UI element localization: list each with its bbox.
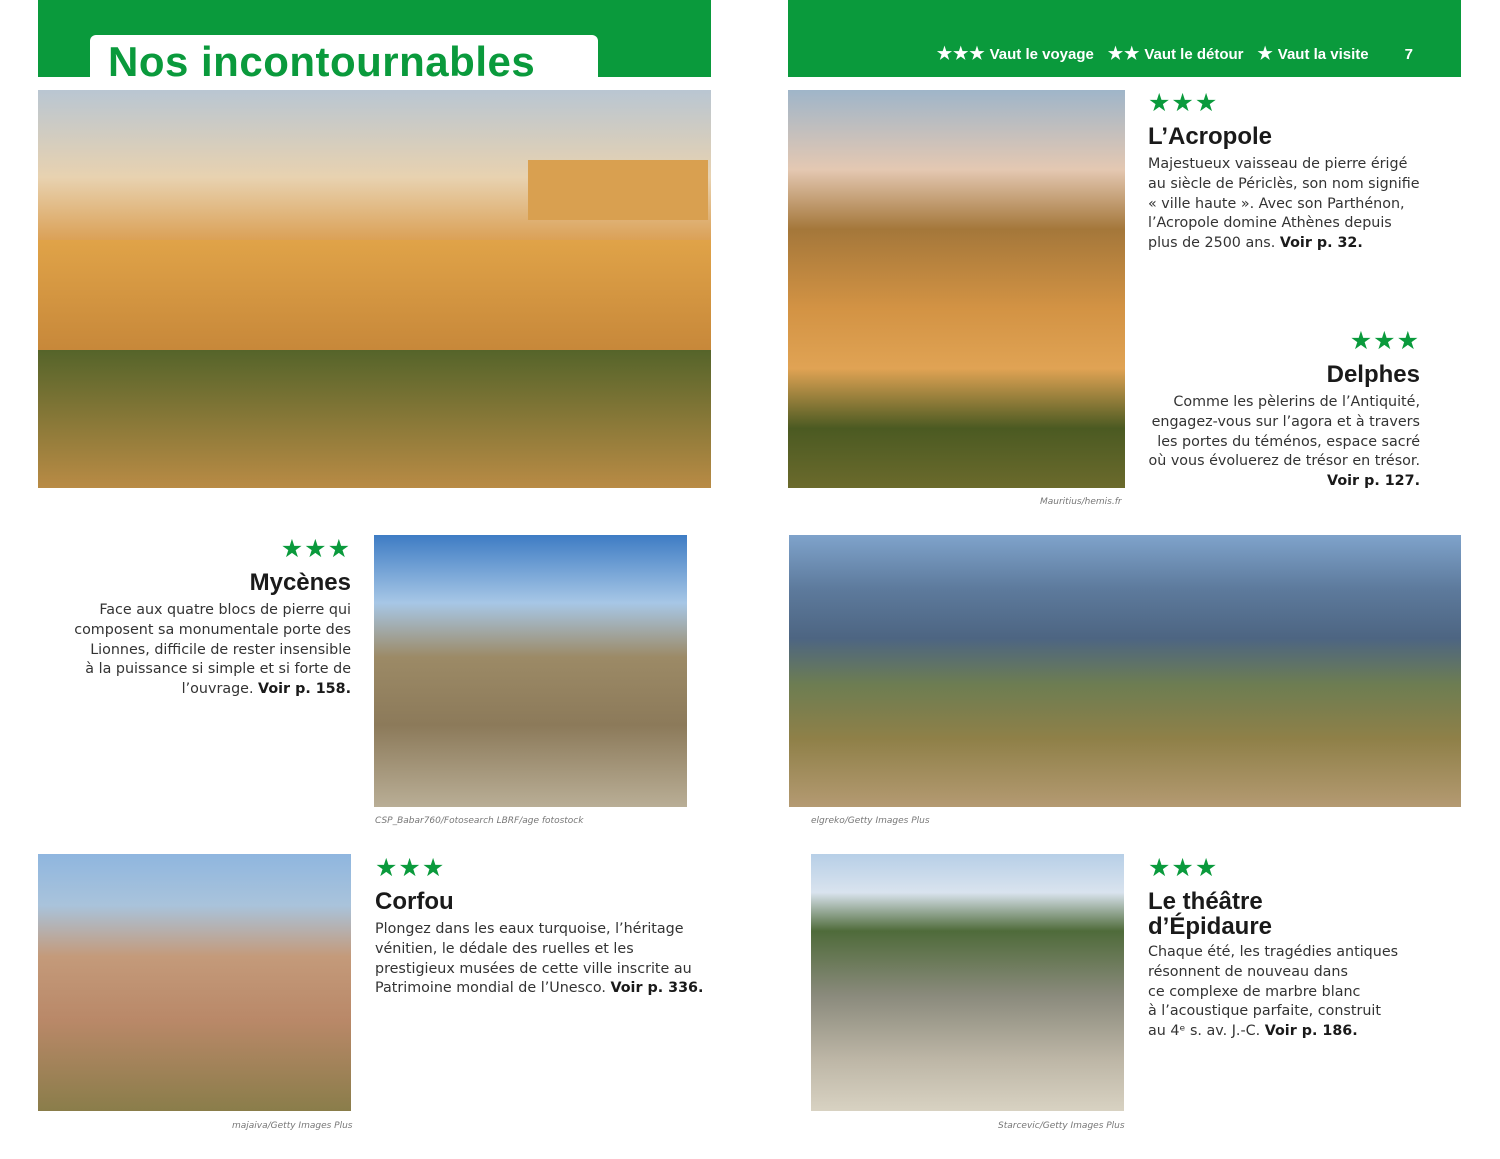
photo-credit: elgreko/Getty Images Plus	[811, 816, 930, 826]
site-mycenes	[51, 536, 351, 700]
site-delphes	[1120, 328, 1420, 492]
photo-credit: majaiva/Getty Images Plus	[232, 1121, 353, 1131]
epidaurus-theatre-photo	[811, 854, 1124, 1111]
page-reference: Voir p. 127.	[1327, 473, 1420, 490]
site-title: Le théâtre d’Épidaure	[1148, 888, 1273, 940]
site-description: Face aux quatre blocs de pierre qui composent sa monumentale porte des Lionnes, difficile de rester insensible à la puissance si simple et si forte de l’ouvrage. Voir p. 158.	[74, 602, 351, 698]
legend-3-stars: ★★★ Vaut le voyage	[936, 44, 1094, 63]
rating-stars: ★★★	[375, 853, 446, 882]
page-number: 7	[1404, 45, 1413, 63]
site-corfou	[375, 855, 705, 999]
delphi-tholos-photo	[789, 535, 1461, 807]
site-description: Majestueux vaisseau de pierre érigé au siècle de Périclès, son nom signifie « ville haute ». Avec son Parthénon, l’Acropole domine Athènes depuis plus de 2500 ans. Voir p. 32.	[1148, 156, 1420, 252]
site-title: Mycènes	[249, 569, 351, 596]
site-title: Corfou	[375, 888, 454, 915]
star-icon: ★★	[1107, 44, 1141, 63]
site-description: Comme les pèlerins de l’Antiquité, engagez-vous sur l’agora et à travers les portes du téménos, espace sacré où vous évoluerez de trésor en trésor. Voir p. 127.	[1148, 394, 1420, 490]
page-reference: Voir p. 186.	[1264, 1023, 1358, 1040]
rating-stars: ★★★	[1148, 88, 1219, 117]
rating-legend	[937, 44, 1413, 64]
lion-gate-photo	[374, 535, 687, 807]
star-icon: ★★★	[936, 44, 986, 63]
legend-2-stars: ★★ Vaut le détour	[1107, 44, 1244, 63]
site-description: Plongez dans les eaux turquoise, l’héritage vénitien, le dédale des ruelles et les prestigieux musées de cette ville inscrite au Patrimoine mondial de l’Unesco. Voir p. 336.	[375, 921, 704, 997]
site-title: L’Acropole	[1148, 123, 1273, 150]
site-title: Delphes	[1326, 361, 1420, 388]
page-reference: Voir p. 158.	[258, 681, 351, 698]
photo-credit: Starcevic/Getty Images Plus	[998, 1121, 1125, 1131]
photo-credit: Mauritius/hemis.fr	[1040, 497, 1122, 507]
page-reference: Voir p. 32.	[1279, 235, 1363, 252]
star-icon: ★	[1257, 44, 1274, 63]
rating-stars: ★★★	[280, 534, 351, 563]
athens-panorama-photo	[38, 90, 711, 488]
page-title: Nos incontournables	[90, 35, 598, 79]
site-epidaure	[1148, 855, 1448, 1042]
site-acropole	[1148, 90, 1448, 254]
photo-credit: CSP_Babar760/Fotosearch LBRF/age fotostock	[375, 816, 584, 826]
rating-stars: ★★★	[1349, 326, 1420, 355]
acropolis-photo	[788, 90, 1125, 488]
page-reference: Voir p. 336.	[610, 980, 704, 997]
site-description: Chaque été, les tragédies antiques résonnent de nouveau dans ce complexe de marbre blanc à l’acoustique parfaite, construit au 4ᵉ s. av. J.-C. Voir p. 186.	[1148, 944, 1399, 1040]
legend-1-star: ★ Vaut la visite	[1257, 44, 1369, 63]
corfu-town-photo	[38, 854, 351, 1111]
rating-stars: ★★★	[1148, 853, 1219, 882]
right-header-bar	[788, 0, 1461, 77]
